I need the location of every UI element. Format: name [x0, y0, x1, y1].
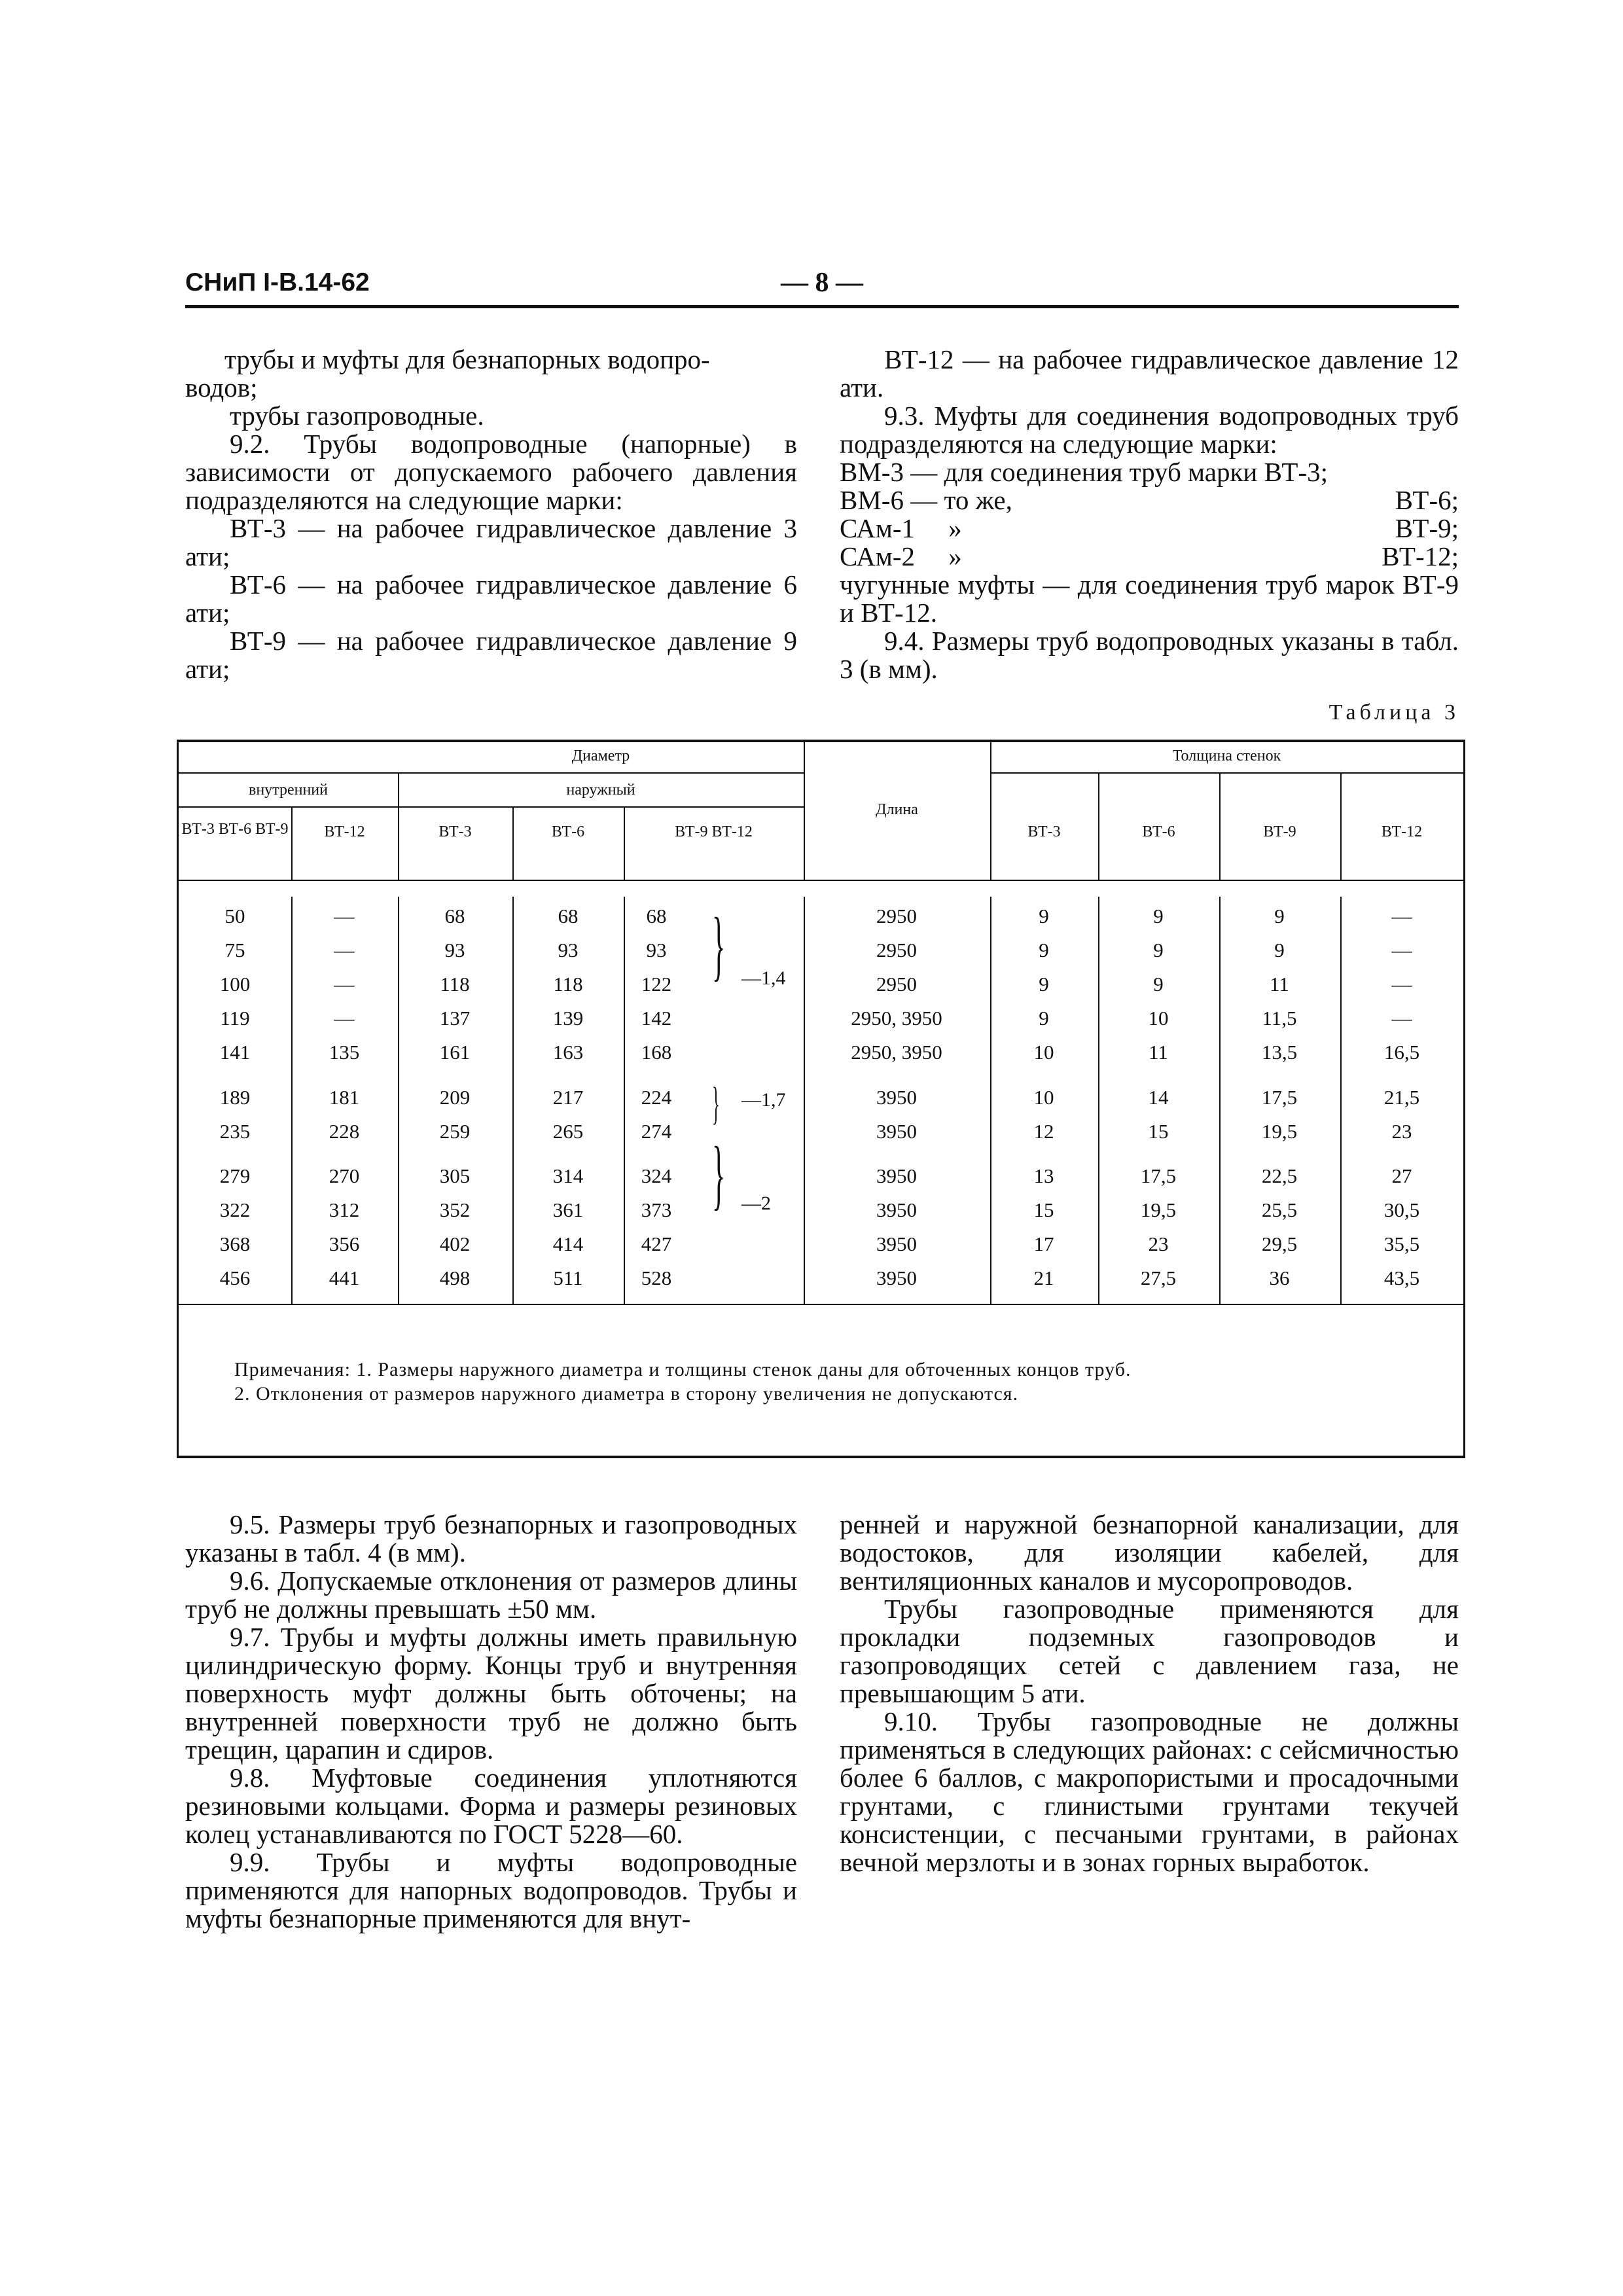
table-cell: 324 — [641, 1164, 672, 1187]
table-cell: 498 — [439, 1266, 471, 1289]
table-cell: 9 — [1153, 973, 1164, 996]
table-cell: 122 — [641, 973, 672, 996]
header-outer: наружный — [566, 781, 635, 798]
table-3 — [177, 740, 1465, 1458]
paragraph: чугунные муфты — для соединения труб марок ВТ-9 и ВТ-12. — [840, 569, 1459, 628]
table-cell: — — [334, 905, 355, 927]
note-2: 2. Отклонения от размеров наружного диаметра в сторону увеличения не допускаются. — [234, 1383, 1019, 1405]
paragraph: трубы газопроводные. — [230, 401, 484, 431]
table-cell: 368 — [219, 1232, 251, 1255]
table-cell: 36 — [1269, 1266, 1290, 1289]
table-cell: 235 — [219, 1120, 251, 1143]
table-cell: 21,5 — [1383, 1086, 1420, 1109]
table-cell: 118 — [440, 973, 470, 996]
table-cell: 68 — [558, 905, 579, 927]
brace-icon: } — [712, 901, 726, 988]
paragraph: ВТ-3 — на рабочее гидравлическое давление 3 ати; — [185, 513, 797, 571]
table-cell: 356 — [329, 1232, 360, 1255]
table-cell: 9 — [1153, 939, 1164, 961]
table-cell: — — [1391, 939, 1412, 961]
table-cell: 456 — [219, 1266, 251, 1289]
table-cell: 189 — [219, 1086, 251, 1109]
page-number: — 8 — — [781, 268, 863, 298]
tolerance-label: —1,7 — [741, 1089, 786, 1111]
coupling-mark-line: САм-1 » ВТ-9; — [840, 513, 1459, 543]
table-cell: 12 — [1033, 1120, 1054, 1143]
paragraph: 9.2. Трубы водопроводные (напорные) в зависимости от допускаемого рабочего давления подразделяются на следующие марки: — [185, 429, 797, 515]
table-cell: 259 — [439, 1120, 471, 1143]
table-cell: 15 — [1033, 1198, 1054, 1221]
table-notes — [234, 1357, 1452, 1406]
header-col-inner-2: ВТ-12 — [324, 823, 365, 840]
top-left-column — [185, 346, 797, 683]
header-inner: внутренний — [249, 781, 328, 798]
table-cell: — — [334, 973, 355, 996]
table-cell: 511 — [553, 1266, 583, 1289]
table-cell: 3950 — [876, 1120, 917, 1143]
table-cell: 161 — [439, 1041, 471, 1064]
table-cell: 15 — [1148, 1120, 1169, 1143]
table-cell: 93 — [558, 939, 579, 961]
table-cell: 137 — [439, 1007, 471, 1030]
table-cell: 9 — [1153, 905, 1164, 927]
table-cell: 168 — [641, 1041, 672, 1064]
table-cell: 23 — [1391, 1120, 1412, 1143]
table-cell: 30,5 — [1383, 1198, 1420, 1221]
tolerance-label: —1,4 — [741, 967, 786, 989]
table-cell: 19,5 — [1140, 1198, 1177, 1221]
table-cell: 17,5 — [1140, 1164, 1177, 1187]
table-cell: 23 — [1148, 1232, 1169, 1255]
table-cell: 441 — [329, 1266, 360, 1289]
header-diameter: Диаметр — [571, 747, 630, 764]
table-cell: 29,5 — [1261, 1232, 1298, 1255]
table-cell: 13,5 — [1261, 1041, 1298, 1064]
paragraph: Трубы газопроводные применяются для прокладки подземных газопроводов и газопроводящих сетей с давлением газа, не превышающим 5 ати. — [840, 1594, 1459, 1708]
table-cell: 528 — [641, 1266, 672, 1289]
table-cell: 265 — [552, 1120, 584, 1143]
table-cell: 2950 — [876, 973, 917, 996]
table-cell: 119 — [220, 1007, 250, 1030]
table-cell: 2950, 3950 — [851, 1007, 942, 1030]
table-cell: 16,5 — [1383, 1041, 1420, 1064]
bottom-right-column — [840, 1511, 1459, 1876]
table-cell: 163 — [552, 1041, 584, 1064]
table-cell: 35,5 — [1383, 1232, 1420, 1255]
coupling-mark-line: САм-2 » ВТ-12; — [840, 541, 1459, 571]
table-cell: 228 — [329, 1120, 360, 1143]
table-cell: 11 — [1149, 1041, 1168, 1064]
table-cell: — — [1391, 905, 1412, 927]
header-col-inner-1: ВТ-3 ВТ-6 ВТ-9 — [181, 821, 289, 838]
table-cell: — — [334, 1007, 355, 1030]
header-wall-thickness: Толщина стенок — [1172, 747, 1281, 764]
top-right-column — [840, 346, 1459, 683]
table-cell: 135 — [329, 1041, 360, 1064]
table-cell: 270 — [329, 1164, 360, 1187]
table-cell: — — [1391, 1007, 1412, 1030]
paragraph: ВТ-9 — на рабочее гидравлическое давление 9 ати; — [185, 626, 797, 684]
table-cell: 181 — [329, 1086, 360, 1109]
table-cell: 11,5 — [1262, 1007, 1297, 1030]
tolerance-label: —2 — [741, 1193, 771, 1214]
table-cell: 17 — [1033, 1232, 1054, 1255]
table-cell: 224 — [641, 1086, 672, 1109]
paragraph: 9.4. Размеры труб водопроводных указаны в табл. 3 (в мм). — [840, 626, 1459, 684]
table-cell: 361 — [552, 1198, 584, 1221]
header-col-outer-2: ВТ-6 — [551, 823, 585, 840]
paragraph: 9.8. Муфтовые соединения уплотняются резиновыми кольцами. Форма и размеры резиновых колец устанавливаются по ГОСТ 5228—60. — [185, 1763, 797, 1849]
table-cell: 305 — [439, 1164, 471, 1187]
table-cell: 142 — [641, 1007, 672, 1030]
table-cell: 27,5 — [1140, 1266, 1177, 1289]
table-cell: 100 — [219, 973, 251, 996]
table-cell: 17,5 — [1261, 1086, 1298, 1109]
table-cell: 322 — [219, 1198, 251, 1221]
document-code: СНиП I-В.14-62 — [185, 268, 370, 296]
paragraph: ВТ-12 — на рабочее гидравлическое давление 12 ати. — [840, 344, 1459, 403]
table-cell: 75 — [224, 939, 245, 961]
brace-icon: } — [712, 1079, 720, 1129]
table-cell: 274 — [641, 1120, 672, 1143]
table-cell: 3950 — [876, 1232, 917, 1255]
header-wall-2: ВТ-6 — [1142, 823, 1175, 840]
table-cell: 93 — [646, 939, 667, 961]
header-col-outer-1: ВТ-3 — [438, 823, 472, 840]
table-cell: 27 — [1391, 1164, 1412, 1187]
table-cell: 141 — [219, 1041, 251, 1064]
page-header — [185, 264, 1459, 308]
table-cell: 217 — [552, 1086, 584, 1109]
table-cell: 2950 — [876, 905, 917, 927]
table-cell: 50 — [224, 905, 245, 927]
header-wall-3: ВТ-9 — [1263, 823, 1296, 840]
table-cell: — — [334, 939, 355, 961]
paragraph: ренней и наружной безнапорной канализации, для водостоков, для изоляции кабелей, для вентиляционных каналов и мусоропроводов. — [840, 1509, 1459, 1596]
table-cell: 118 — [553, 973, 583, 996]
table-cell: 68 — [646, 905, 667, 927]
table-cell: 3950 — [876, 1266, 917, 1289]
table-cell: 11 — [1270, 973, 1289, 996]
paragraph: водов; — [185, 372, 258, 403]
header-wall-4: ВТ-12 — [1381, 823, 1423, 840]
table-cell: 68 — [444, 905, 465, 927]
table-cell: 312 — [329, 1198, 360, 1221]
table-cell: 93 — [444, 939, 465, 961]
table-cell: 19,5 — [1261, 1120, 1298, 1143]
table-cell: 43,5 — [1383, 1266, 1420, 1289]
table-cell: 414 — [552, 1232, 584, 1255]
coupling-mark-line: ВМ-3 — для соединения труб марки ВТ-3; — [840, 457, 1328, 487]
table-cell: 2950 — [876, 939, 917, 961]
table-cell: 373 — [641, 1198, 672, 1221]
table-cell: 9 — [1039, 939, 1049, 961]
table-cell: 9 — [1039, 905, 1049, 927]
table-cell: 25,5 — [1261, 1198, 1298, 1221]
table-cell: 402 — [439, 1232, 471, 1255]
table-cell: 314 — [552, 1164, 584, 1187]
table-cell: 9 — [1039, 973, 1049, 996]
table-cell: 10 — [1033, 1041, 1054, 1064]
header-col-outer-3: ВТ-9 ВТ-12 — [675, 823, 753, 840]
table-cell: 139 — [552, 1007, 584, 1030]
paragraph: 9.10. Трубы газопроводные не должны применяться в следующих районах: с сейсмичностью более 6 баллов, с макропористыми и просадочными грунтами, с глинистыми грунтами текучей консистенции, с песчаными грунтами, в районах вечной мерзлоты и в зонах горных выработок. — [840, 1706, 1459, 1877]
table-cell: 3950 — [876, 1086, 917, 1109]
paragraph: 9.7. Трубы и муфты должны иметь правильную цилиндрическую форму. Концы труб и внутренняя поверхность муфт должны быть обточены; на внутренней поверхности труб не должно быть трещин, царапин и сдиров. — [185, 1622, 797, 1765]
table-cell: 9 — [1274, 939, 1285, 961]
paragraph: 9.9. Трубы и муфты водопроводные применяются для напорных водопроводов. Трубы и муфты безнапорные применяются для внут- — [185, 1847, 797, 1933]
paragraph: трубы и муфты для безнапорных водопро- — [224, 344, 710, 374]
table-cell: 3950 — [876, 1164, 917, 1187]
table-caption: Таблица 3 — [1329, 700, 1459, 725]
table-cell: 9 — [1274, 905, 1285, 927]
table-cell: 279 — [219, 1164, 251, 1187]
paragraph: 9.6. Допускаемые отклонения от размеров длины труб не должны превышать ±50 мм. — [185, 1566, 797, 1624]
paragraph: 9.3. Муфты для соединения водопроводных труб подразделяются на следующие марки: — [840, 401, 1459, 459]
bottom-left-column — [185, 1511, 797, 1933]
paragraph: ВТ-6 — на рабочее гидравлическое давление 6 ати; — [185, 569, 797, 628]
table-cell: 10 — [1033, 1086, 1054, 1109]
table-cell: 3950 — [876, 1198, 917, 1221]
table-cell: 209 — [439, 1086, 471, 1109]
table-cell: 22,5 — [1261, 1164, 1298, 1187]
table-cell: 9 — [1039, 1007, 1049, 1030]
coupling-mark-line: ВМ-6 — то же, ВТ-6; — [840, 485, 1459, 515]
header-length: Длина — [876, 801, 918, 818]
header-wall-1: ВТ-3 — [1027, 823, 1061, 840]
table-cell: 352 — [439, 1198, 471, 1221]
table-cell: 2950, 3950 — [851, 1041, 942, 1064]
table-cell: 427 — [641, 1232, 672, 1255]
table-cell: 14 — [1148, 1086, 1169, 1109]
brace-icon: } — [712, 1130, 726, 1217]
table-cell: — — [1391, 973, 1412, 996]
note-1: Примечания: 1. Размеры наружного диаметра и толщины стенок даны для обточенных концов труб. — [234, 1359, 1132, 1380]
table-cell: 13 — [1033, 1164, 1054, 1187]
paragraph: 9.5. Размеры труб безнапорных и газопроводных указаны в табл. 4 (в мм). — [185, 1509, 797, 1568]
table-cell: 10 — [1148, 1007, 1169, 1030]
table-cell: 21 — [1033, 1266, 1054, 1289]
